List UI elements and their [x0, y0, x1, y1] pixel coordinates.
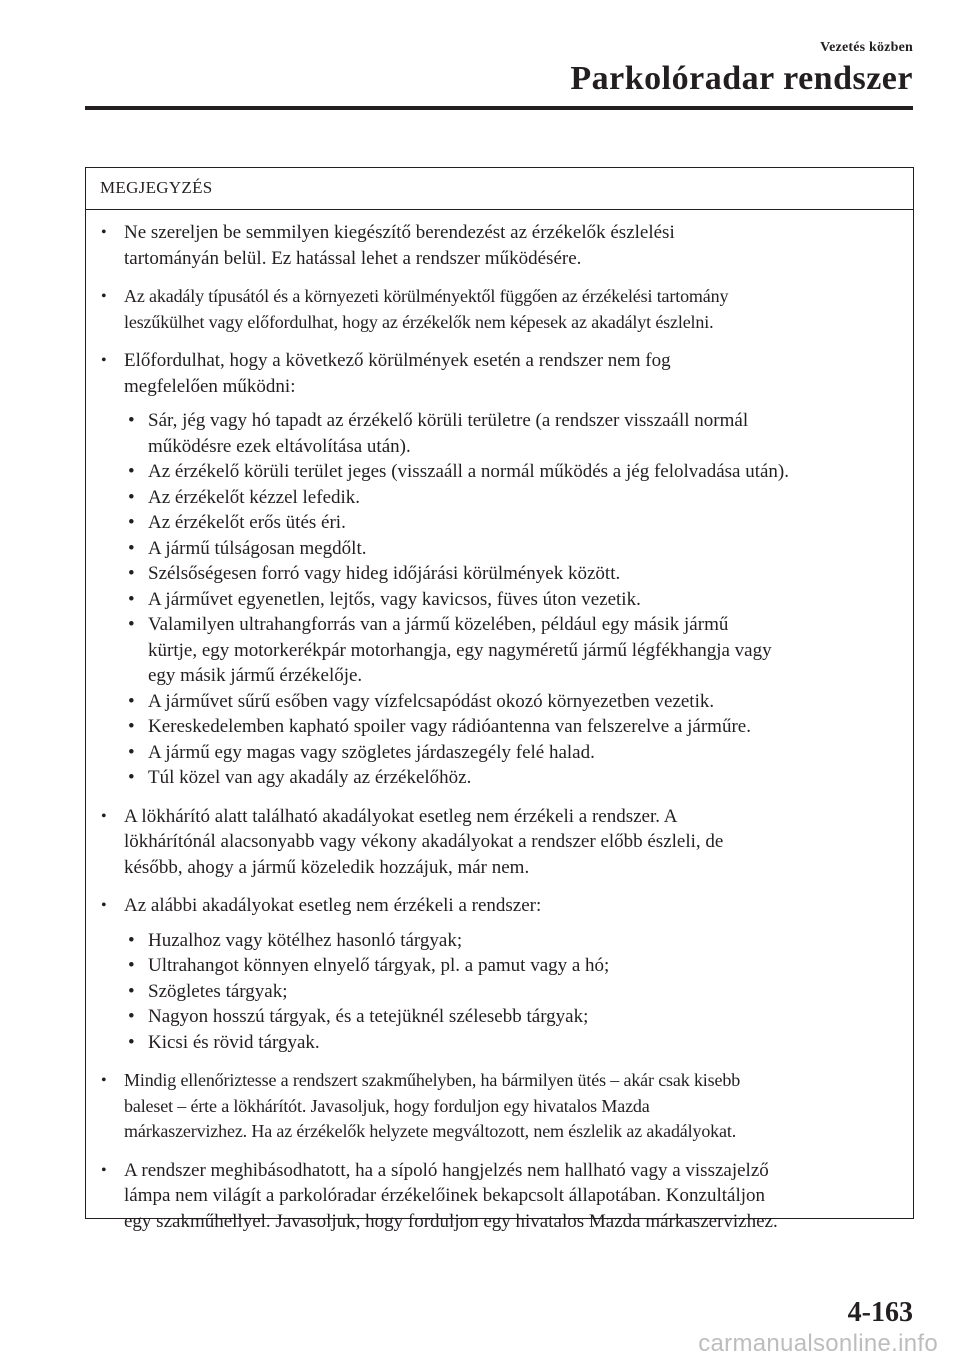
sub-list-item [124, 459, 905, 485]
note-item-line: egy szakműhellyel. Javasoljuk, hogy forduljon egy hivatalos Mazda márkaszervizhez. [124, 1210, 778, 1232]
bullet-icon: • [101, 807, 107, 825]
note-box [85, 167, 914, 1232]
sub-list-item [124, 587, 905, 613]
note-item-line: leszűkülhet vagy előfordulhat, hogy az érzékelők nem képesek az akadályt észlelni. [124, 311, 714, 332]
note-item [100, 220, 905, 271]
sub-list-item-line: Valamilyen ultrahangforrás van a jármű közelében, például egy másik jármű [148, 614, 729, 635]
sub-list-item [124, 1004, 905, 1030]
note-item-line: tartományán belül. Ez hatással lehet a rendszer működésére. [124, 247, 582, 269]
sub-list-item-line: Az érzékelőt kézzel lefedik. [148, 486, 361, 508]
sub-list-item-line: A jármű túlságosan megdőlt. [148, 537, 367, 559]
sub-bullet-icon: • [128, 767, 135, 788]
sub-list-item [124, 561, 905, 587]
sub-list-item-line: Sár, jég vagy hó tapadt az érzékelő körüli területre (a rendszer visszaáll normál [148, 410, 749, 431]
sub-list-item-line: Kereskedelemben kapható spoiler vagy rádióantenna van felszerelve a járműre. [148, 716, 751, 737]
sub-bullet-icon: • [128, 614, 135, 635]
sub-list-item-line: Kicsi és rövid tárgyak. [148, 1031, 320, 1053]
sub-list [124, 928, 905, 1056]
sub-list-item [124, 714, 905, 740]
sub-bullet-icon: • [128, 588, 135, 610]
sub-list-item-line: működésre ezek eltávolítása után). [148, 435, 411, 457]
sub-bullet-icon: • [128, 1031, 135, 1053]
sub-list-item-line: A járművet sűrű esőben vagy vízfelcsapódást okozó környezetben vezetik. [148, 690, 715, 712]
sub-list-item [124, 979, 905, 1005]
bullet-icon: • [101, 897, 107, 914]
sub-bullet-icon: • [128, 512, 135, 533]
note-body [86, 210, 913, 1234]
sub-list-item [124, 408, 905, 459]
note-item-line: A rendszer meghibásodhatott, ha a sípoló hangjelzés nem hallható vagy a visszajelző [124, 1159, 769, 1181]
note-item [100, 804, 905, 881]
note-item [100, 1158, 905, 1235]
note-item-line: baleset – érte a lökhárítót. Javasoljuk, hogy forduljon egy hivatalos Mazda [124, 1095, 650, 1116]
sub-bullet-icon: • [128, 461, 135, 482]
sub-bullet-icon: • [128, 690, 135, 712]
bullet-icon: • [101, 352, 107, 369]
sub-list-item-line: egy másik jármű érzékelője. [148, 665, 363, 686]
sub-bullet-icon: • [128, 1006, 135, 1027]
sub-list-item-line: A jármű egy magas vagy szögletes járdaszegély felé halad. [148, 741, 595, 763]
note-item-line: Az akadály típusától és a környezeti körülményektől függően az érzékelési tartomány [124, 286, 729, 306]
note-item [100, 893, 905, 1055]
note-item-line: Ne szereljen be semmilyen kiegészítő berendezést az érzékelők észlelési [124, 222, 675, 243]
sub-list-item-line: Szögletes tárgyak; [148, 980, 288, 1002]
sub-bullet-icon: • [128, 537, 135, 559]
note-item-line: márkaszervizhez. Ha az érzékelők helyzete megváltozott, nem észlelik az akadályokat. [124, 1121, 737, 1141]
sub-list-item-line: Nagyon hosszú tárgyak, és a tetejüknél szélesebb tárgyak; [148, 1006, 589, 1027]
sub-bullet-icon: • [128, 410, 135, 431]
header-rule [85, 106, 913, 110]
note-item-line: Mindig ellenőriztesse a rendszert szakműhelyben, ha bármilyen ütés – akár csak kisebb [124, 1070, 741, 1090]
note-item-line: lámpa nem világít a parkolóradar érzékelőinek bekapcsolt állapotában. Konzultáljon [124, 1185, 765, 1206]
note-item-line: A lökhárító alatt található akadályokat esetleg nem érzékeli a rendszer. A [124, 805, 678, 827]
sub-list-item [124, 953, 905, 979]
sub-bullet-icon: • [128, 563, 135, 584]
sub-list [124, 408, 905, 791]
sub-list-item-line: Az érzékelő körüli terület jeges (visszaáll a normál működés a jég felolvadása után). [148, 461, 789, 482]
sub-list-item-line: Ultrahangot könnyen elnyelő tárgyak, pl. a pamut vagy a hó; [148, 955, 610, 976]
sub-bullet-icon: • [128, 980, 135, 1002]
bullet-icon: • [101, 288, 107, 305]
note-item-line: lökhárítónál alacsonyabb vagy vékony akadályokat a rendszer előbb észleli, de [124, 831, 724, 852]
bullet-icon: • [101, 224, 107, 241]
sub-bullet-icon: • [128, 716, 135, 737]
bullet-icon: • [101, 1072, 107, 1089]
note-item-line: Előfordulhat, hogy a következő körülmények esetén a rendszer nem fog [124, 350, 671, 371]
note-item-line: Az alábbi akadályokat esetleg nem érzékeli a rendszer: [124, 895, 542, 916]
sub-bullet-icon: • [128, 486, 135, 508]
sub-list-item [124, 928, 905, 954]
note-item [100, 348, 905, 791]
sub-list-item [124, 612, 905, 689]
bullet-icon: • [101, 1161, 107, 1179]
sub-bullet-icon: • [128, 929, 135, 951]
note-item-line: megfelelően működni: [124, 375, 296, 397]
page-number: 4-163 [847, 1297, 913, 1328]
sub-list-item-line: A járművet egyenetlen, lejtős, vagy kavicsos, füves úton vezetik. [148, 588, 641, 610]
sub-list-item [124, 740, 905, 766]
sub-list-item [124, 510, 905, 536]
note-item-line: később, ahogy a jármű közeledik hozzájuk, már nem. [124, 856, 530, 878]
page-title: Parkolóradar rendszer [570, 60, 913, 97]
sub-list-item [124, 536, 905, 562]
sub-list-item [124, 1030, 905, 1056]
sub-list-item-line: Túl közel van agy akadály az érzékelőhöz. [148, 767, 472, 788]
note-item [100, 284, 905, 335]
watermark: carmanualsonline.info [698, 1330, 938, 1357]
section-label: Vezetés közben [820, 40, 913, 55]
note-heading: MEGJEGYZÉS [86, 168, 913, 210]
sub-list-item-line: kürtje, egy motorkerékpár motorhangja, egy nagyméretű jármű légfékhangja vagy [148, 639, 772, 661]
sub-bullet-icon: • [128, 741, 135, 763]
sub-list-item-line: Szélsőségesen forró vagy hideg időjárási körülmények között. [148, 563, 621, 584]
sub-list-item [124, 689, 905, 715]
sub-list-item [124, 765, 905, 791]
sub-list-item-line: Huzalhoz vagy kötélhez hasonló tárgyak; [148, 929, 463, 951]
sub-list-item-line: Az érzékelőt erős ütés éri. [148, 512, 346, 533]
note-item [100, 1068, 905, 1145]
sub-list-item [124, 485, 905, 511]
sub-bullet-icon: • [128, 955, 135, 976]
